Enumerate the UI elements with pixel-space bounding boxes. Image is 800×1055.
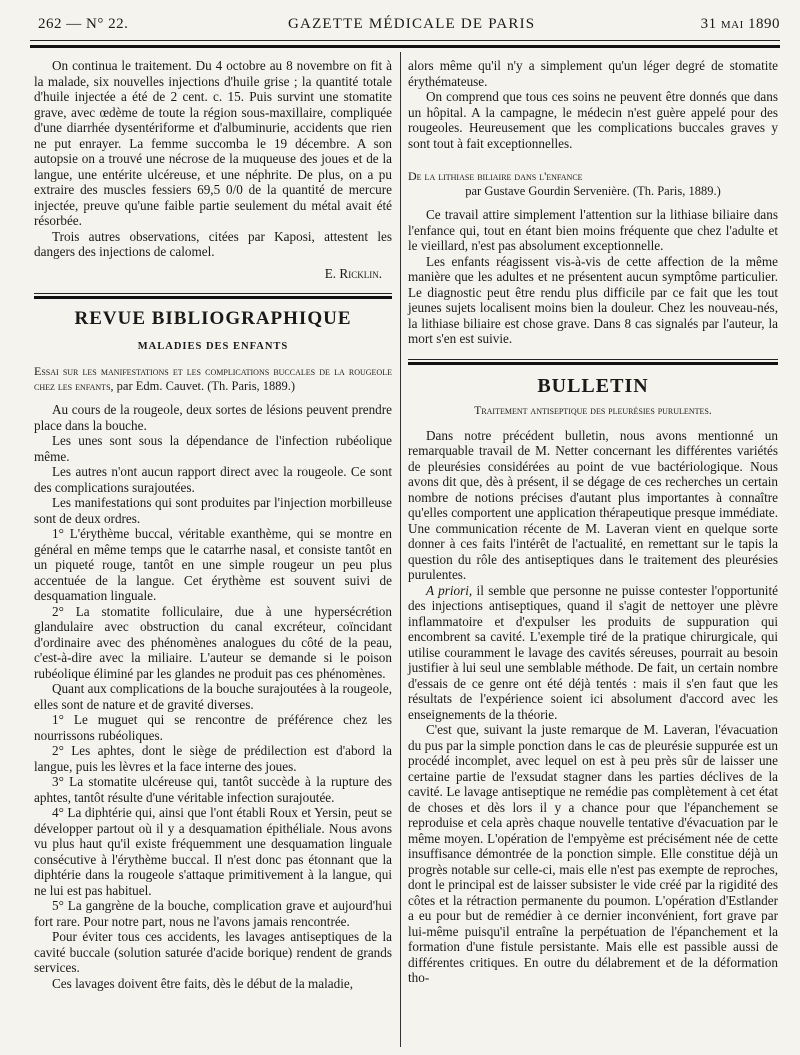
paragraph: Les manifestations qui sont produites par l'injection morbilleuse sont de deux ordres. (34, 495, 392, 526)
journal-title: GAZETTE MÉDICALE DE PARIS (288, 16, 536, 32)
page-number-issue: 262 — N° 22. (38, 16, 129, 32)
column-separator (400, 52, 401, 1047)
paragraph: Ce travail attire simplement l'attention sur la lithiase biliaire dans l'enfance qui, tout en étant bien moins fréquente que chez l'adulte et le vieillard, n'est pas absolument exceptionnelle. (408, 207, 778, 253)
paragraph: On continua le traitement. Du 4 octobre au 8 novembre on fit à la malade, six nouvelles injections d'huile grise ; la quantité totale d'huile injectée a été de 2 cent. c. 15. Puis survint une stomatite grave, avec œdème de toute la région sous-maxillaire, compliquée d'une diarrhée dysentériforme et d'albuminurie, accidents que rien ne put enrayer. La femme succomba le 19 décembre. A son autopsie on a trouvé une nécrose de la muqueuse des joues et de la langue, une entérite ulcéreuse, et une néphrite. De plus, on a pu extraire des muscles fessiers 69,5 0/0 de la quantité de mercure injectée, preuve qu'une faible partie seulement du métal avait été résorbée. (34, 58, 392, 228)
section-title: REVUE BIBLIOGRAPHIQUE (74, 308, 352, 329)
paragraph: alors même qu'il n'y a simplement qu'un léger degré de stomatite érythémateuse. (408, 58, 778, 89)
paragraph: Ces lavages doivent être faits, dès le début de la maladie, (52, 975, 354, 991)
paragraph: 4° La diphtérie qui, ainsi que l'ont établi Roux et Yersin, peut se développer partout où il y a desquamation épithéliale. Nous avons vu plus haut qu'il existe fréquemment une desquamation linguale consécutive à l'érythème buccal. Il n'est donc pas étonnant que la diphtérie dans la rougeole s'attaque primitivement à la langue, qui ne lui est pas habituel. (34, 805, 392, 898)
paragraph: 1° Le muguet qui se rencontre de préférence chez les nourrissons rubéoliques. (34, 712, 392, 743)
right-column (408, 58, 778, 986)
section-title: BULLETIN (537, 374, 649, 397)
paragraph: 3° La stomatite ulcéreuse qui, tantôt succède à la rupture des aphtes, tantôt résulte d'une véritable infection surajoutée. (34, 774, 392, 805)
paragraph: Dans notre précédent bulletin, nous avons mentionné un remarquable travail de M. Netter concernant les différentes variétés de pleurésies considérées au point de vue bactériologique. Nous avons dit que, dès à présent, il se dégage de ces recherches un certain nombre de notions précises d'autant plus importantes à connaître qu'elles comportent une application thérapeutique presque immédiate. Une communication récente de M. Laveran vient en quelque sorte donner à ces faits l'intérêt de l'actualité, en remettant sur le tapis la question du rôle des antiseptiques dans le traitement des pleurésies purulentes. (408, 427, 778, 582)
paragraph: 2° Les aphtes, dont le siège de prédilection est d'abord la langue, puis les lèvres et la face interne des joues. (34, 743, 392, 774)
article-heading: Essai sur les manifestations et les complications buccales de la rougeole chez les enfants, par Edm. Cauvet. (Th. Paris, 1889.) (34, 364, 392, 393)
article-body (34, 402, 392, 991)
paragraph: 5° La gangrène de la bouche, complication grave et aujourd'hui fort rare. Pour notre part, nous ne l'avons jamais rencontrée. (34, 898, 392, 929)
section-rule (408, 359, 778, 365)
paragraph: Trois autres observations, citées par Kaposi, attestent les dangers des injections de calomel. (34, 228, 392, 259)
paragraph: Les enfants réagissent vis-à-vis de cette affection de la même manière que les adultes et ne présentent aucun symptôme particulier. Le diagnostic peut être rendu plus difficile par ce fait que les tout jeunes sujets localisent moins bien la douleur. Chez les nouveau-nés, la lithiase biliaire est chose grave. Dans 8 cas signalés par l'auteur, la mort s'en est suivie. (408, 253, 778, 346)
section-subtitle: MALADIES DES ENFANTS (137, 340, 289, 352)
paragraph: On comprend que tous ces soins ne peuvent être donnés que dans un hôpital. A la campagne, le médecin n'est guère appelé pour des rougeoles. Heureusement que les complications buccales graves y sont tout à fait exceptionnelles. (408, 89, 778, 151)
paragraph: Les unes sont sous la dépendance de l'infection rubéolique même. (34, 433, 392, 464)
paragraph: 2° La stomatite folliculaire, due à une hypersécrétion glandulaire avec obstruction du canal excréteur, coïncidant d'ordinaire avec des phénomènes analogues du côté de la peau, c'est-à-dire avec la miliaire. L'auteur se demande si le poison rubéolique éliminé par les glandes ne produit pas ces phénomènes. (34, 603, 392, 681)
section-subtitle: Traitement antiseptique des pleurésies purulentes. (474, 405, 712, 417)
issue-date: 31 MAI 1890 (700, 16, 780, 32)
paragraph: 1° L'érythème buccal, véritable exanthème, qui se montre en général en même temps que le catarrhe nasal, et consiste tantôt en un piqueté rouge, tantôt en une simple rougeur un peu plus accentuée de la langue. Cet érythème est souvent suivi de desquamation linguale. (34, 526, 392, 603)
page-header (38, 10, 780, 32)
paragraph: Quant aux complications de la bouche surajoutées à la rougeole, elles sont de nature et de gravité diverses. (34, 681, 392, 712)
section-rule (34, 293, 392, 299)
paragraph: Les autres n'ont aucun rapport direct avec la rougeole. Ce sont des complications surajoutées. (34, 464, 392, 495)
paragraph: A priori, il semble que personne ne puisse contester l'opportunité des injections antiseptiques, quand il s'agit de nettoyer une plèvre inflammatoire et d'expulser les produits de suppuration qui encombrent sa cavité. L'exemple tiré de la pratique chirurgicale, qui utilise couramment le lavage des cavités séreuses, pourrait au besoin justifier à lui seul une semblable méthode. De fait, un certain nombre d'essais de ce genre ont été déjà tentés : mais il s'en faut que les résultats de l'expérience soient ici absolument d'accord avec les enseignements de la théorie. (408, 582, 778, 722)
header-rule (30, 40, 780, 48)
left-column (34, 58, 392, 991)
author-signature: E. Ricklin. (324, 265, 382, 281)
article-heading: De la lithiase biliaire dans l'enfance par Gustave Gourdin Servenière. (Th. Paris, 1889.) (408, 169, 721, 198)
paragraph: Au cours de la rougeole, deux sortes de lésions peuvent prendre place dans la bouche. (34, 402, 392, 433)
paragraph: C'est que, suivant la juste remarque de M. Laveran, l'évacuation du pus par la simple ponction dans le cas de pleurésie suppurée est un procédé incomplet, avec lequel on est à peu près sûr de laisser une certaine partie de l'exsudat stagner dans les parties déclives de la cavité. Le lavage antiseptique ne remédie pas complètement à cet état de choses et dès lors il y a chance pour que l'épanchement se reproduise et cela après chaque nouvelle tentative d'évacuation par le même moyen. L'opération de l'empyème est précisément née de cette insuffisance démontrée de la ponction simple. Elle constitue déjà un progrès notable sur celle-ci, mais elle n'est pas exempte de reproches, dont le principal est de laisser subsister le vide créé par la rigidité des côtes et la rétraction permanente du poumon. L'opération d'Estlander a eu pour but de remédier à ce dernier inconvénient, fort grave par lui-même puisqu'il entraîne la perpétuation de l'épanchement et la formation d'une fistule persistante. Mais elle est passible aussi de différentes critiques. En outre du délabrement et de la déformation tho- (408, 722, 778, 985)
paragraph: Pour éviter tous ces accidents, les lavages antiseptiques de la cavité buccale (solution saturée d'acide borique) rendent de grands services. (34, 929, 392, 975)
